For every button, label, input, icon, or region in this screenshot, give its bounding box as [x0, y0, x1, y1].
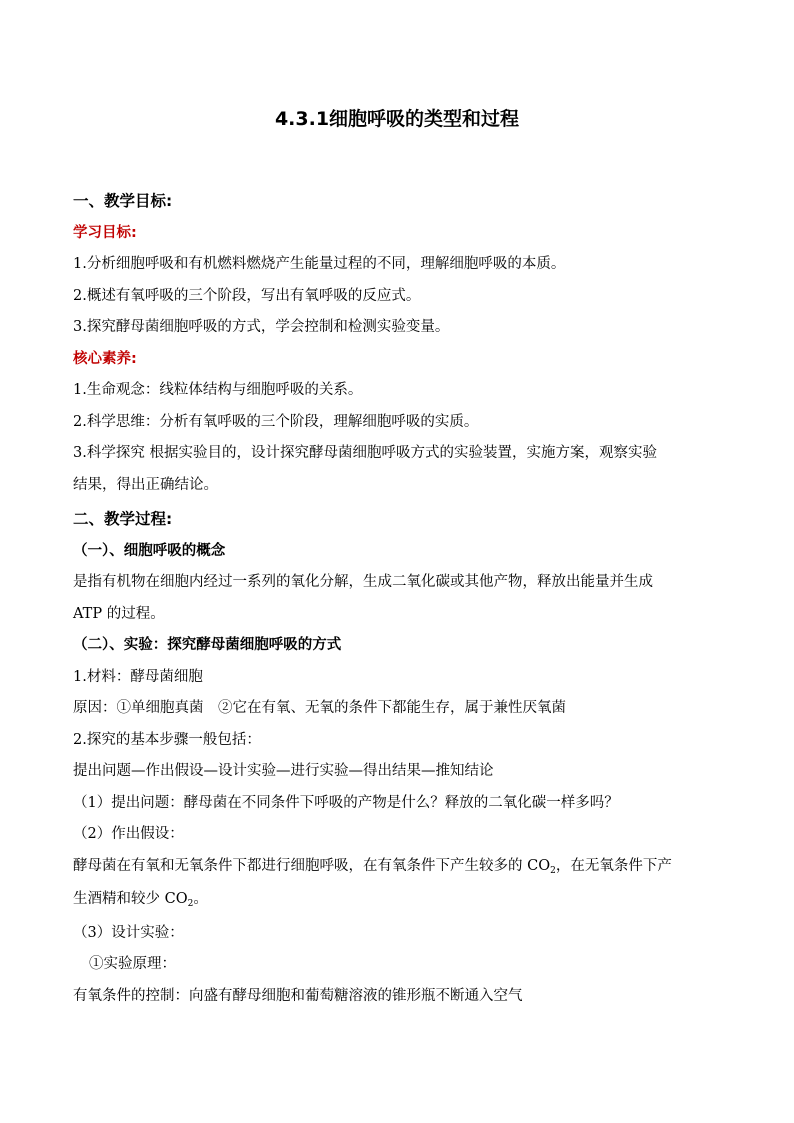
core-item: 3.科学探究 根据实验目的，设计探究酵母菌细胞呼吸方式的实验装置，实施方案，观察实验	[73, 445, 657, 461]
aerobic-control-line: 有氧条件的控制：向盛有酵母细胞和葡萄糖溶液的锥形瓶不断通入空气	[73, 987, 523, 1004]
hypothesis-text: 生酒精和较少 CO	[73, 891, 188, 907]
core-item: 1.生命观念：线粒体结构与细胞呼吸的关系。	[73, 382, 363, 398]
core-item: 2.科学思维：分析有氧呼吸的三个阶段，理解细胞呼吸的实质。	[73, 413, 479, 430]
principle-heading: ①实验原理：	[89, 956, 176, 972]
part-heading-concept: （一）、细胞呼吸的概念	[73, 542, 226, 559]
hypothesis-line	[73, 884, 723, 918]
page-title: 4.3.1细胞呼吸的类型和过程	[274, 108, 520, 130]
learning-goals-label: 学习目标:	[73, 224, 137, 241]
hypothesis-text: 。	[193, 891, 208, 907]
hypothesis-line	[73, 851, 723, 885]
hypothesis-heading: （2）作出假设：	[73, 826, 184, 842]
steps-intro-line: 2.探究的基本步骤一般包括：	[73, 731, 261, 748]
paragraph-line: ATP 的过程。	[73, 605, 165, 622]
reason-line: 原因：①单细胞真菌 ②它在有氧、无氧的条件下都能生存，属于兼性厌氧菌	[73, 700, 566, 716]
goal-item: 3.探究酵母菌细胞呼吸的方式，学会控制和检测实验变量。	[73, 319, 450, 335]
hypothesis-text: ，在无氧条件下产	[555, 857, 672, 874]
goal-item: 2.概述有氧呼吸的三个阶段，写出有氧呼吸的反应式。	[73, 287, 421, 304]
paragraph-line: 是指有机物在细胞内经过一系列的氧化分解，生成二氧化碳或其他产物，释放出能量并生成	[73, 574, 653, 590]
core-item: 结果，得出正确结论。	[73, 476, 218, 493]
core-literacy-label: 核心素养:	[73, 350, 137, 367]
section-heading-goals: 一、教学目标:	[73, 192, 173, 210]
subscript: 2	[550, 865, 556, 876]
subscript: 2	[187, 899, 194, 909]
document-body	[73, 186, 723, 1012]
part-heading-experiment: （二）、实验：探究酵母菌细胞呼吸的方式	[73, 637, 342, 653]
hypothesis-text: 酵母菌在有氧和无氧条件下都进行细胞呼吸，在有氧条件下产生较多的 CO	[73, 857, 551, 874]
material-line: 1.材料：酵母菌细胞	[73, 668, 203, 685]
section-heading-process: 二、教学过程:	[73, 510, 173, 528]
goal-item: 1.分析细胞呼吸和有机燃料燃烧产生能量过程的不同，理解细胞呼吸的本质。	[73, 256, 566, 272]
steps-line: 提出问题—作出假设—设计实验—进行实验—得出结果—推知结论	[73, 763, 494, 779]
design-heading: （3）设计实验：	[73, 924, 184, 941]
question-line: （1）提出问题：酵母菌在不同条件下呼吸的产物是什么？释放的二氧化碳一样多吗？	[73, 794, 619, 811]
